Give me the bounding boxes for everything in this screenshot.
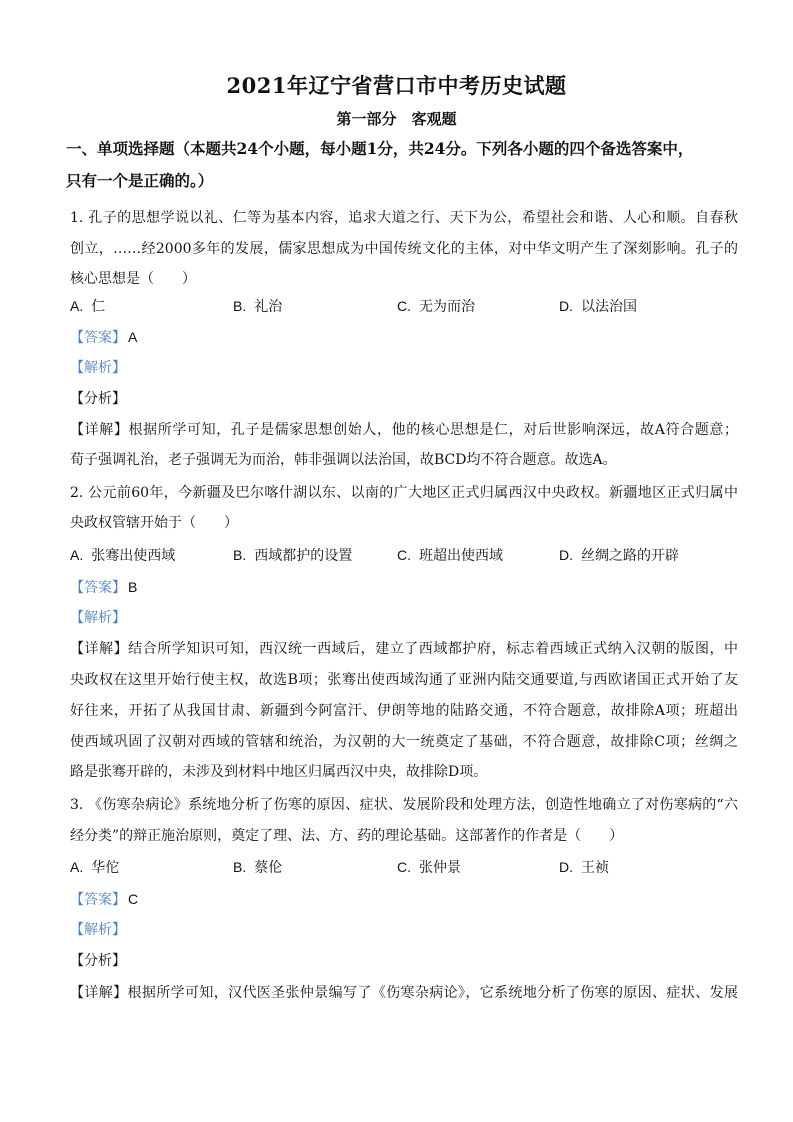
question-2-analysis-label: 【解析】 <box>70 610 126 626</box>
question-2-detail-line-3: 好往来，开拓了从我国甘肃、新疆到今阿富汗、伊朗等地的陆路交通，不符合题意，故排除A项；班超出 <box>70 703 738 719</box>
question-2-option-a: A. 张骞出使西域 <box>70 547 176 564</box>
part-title: 第一部分 客观题 <box>336 110 457 128</box>
detail-label: 【详解】 <box>70 422 129 438</box>
question-2-detail-line-2: 央政权在这里开始行使主权，故选B项；张骞出使西域沟通了亚洲内陆交通要道,与西欧诸国正式开始了友 <box>70 672 738 688</box>
question-2-detail-line-5: 路是张骞开辟的，未涉及到材料中地区归属西汉中央，故排除D项。 <box>70 764 488 780</box>
section-heading-line-1: 一、单项选择题（本题共24个小题，每小题1分，共24分。下列各小题的四个备选答案中， <box>66 139 694 158</box>
question-2-detail-line-1: 【详解】结合所学知识可知，西汉统一西域后，建立了西域都护府，标志着西域正式纳入汉朝的版图，中 <box>70 641 739 657</box>
question-3-stem-line-2: 经分类”的辩正施治原则，奠定了理、法、方、药的理论基础。这部著作的作者是（ ） <box>70 828 624 844</box>
question-3-option-b: B. 蔡伦 <box>233 859 283 876</box>
question-1-option-d: D. 以法治国 <box>559 298 637 315</box>
question-1-option-a: A. 仁 <box>70 298 106 315</box>
question-1-option-b: B. 礼治 <box>233 298 283 315</box>
question-3-fenxi-label: 【分析】 <box>70 953 126 969</box>
detail-label: 【详解】 <box>70 985 128 1001</box>
question-3-option-c: C. 张仲景 <box>397 859 461 876</box>
question-2-option-b: B. 西域都护的设置 <box>233 547 353 564</box>
question-1-stem-line-1: 1. 孔子的思想学说以礼、仁等为基本内容，追求大道之行、天下为公，希望社会和谐、人心和顺。自春秋 <box>70 210 738 226</box>
answer-label: 【答案】 <box>70 330 126 346</box>
answer-value: A <box>128 329 138 345</box>
answer-label: 【答案】 <box>70 580 126 596</box>
question-2-option-c: C. 班超出使西域 <box>397 547 503 564</box>
question-3-option-d: D. 王祯 <box>559 859 609 876</box>
question-1-stem-line-3: 核心思想是（ ） <box>70 271 196 287</box>
section-heading-line-2: 只有一个是正确的。） <box>66 171 214 190</box>
question-1-option-c: C. 无为而治 <box>397 298 475 315</box>
answer-value: C <box>128 891 139 907</box>
question-2-stem-line-2: 央政权管辖开始于（ ） <box>70 515 238 531</box>
question-3-answer <box>70 890 138 909</box>
question-1-detail-line-1: 【详解】根据所学可知，孔子是儒家思想创始人，他的核心思想是仁，对后世影响深远，故A符合题意； <box>70 422 739 438</box>
answer-value: B <box>128 579 138 595</box>
question-2-answer <box>70 578 137 597</box>
question-3-detail-line-1: 【详解】根据所学可知，汉代医圣张仲景编写了《伤寒杂病论》，它系统地分析了伤寒的原因、症状、发展 <box>70 985 739 1001</box>
question-3-stem-line-1: 3. 《伤寒杂病论》系统地分析了伤寒的原因、症状、发展阶段和处理方法，创造性地确立了对伤寒病的“六 <box>70 797 738 813</box>
question-2-stem-line-1: 2. 公元前60年，今新疆及巴尔喀什湖以东、以南的广大地区正式归属西汉中央政权。新疆地区正式归属中 <box>70 485 738 501</box>
question-3-analysis-label: 【解析】 <box>70 922 126 938</box>
question-1-analysis-label: 【解析】 <box>70 360 126 376</box>
question-2-option-d: D. 丝绸之路的开辟 <box>559 547 679 564</box>
question-1-answer <box>70 328 137 347</box>
question-2-detail-line-4: 使西域巩固了汉朝对西域的管辖和统治，为汉朝的大一统奠定了基础，不符合题意，故排除C项；丝绸之 <box>70 734 738 750</box>
question-1-stem-line-2: 创立，……经2000多年的发展，儒家思想成为中国传统文化的主体，对中华文明产生了深刻影响。孔子的 <box>70 241 738 257</box>
answer-label: 【答案】 <box>70 892 126 908</box>
question-3-option-a: A. 华佗 <box>70 859 120 876</box>
document-title: 2021年辽宁省营口市中考历史试题 <box>226 73 567 98</box>
question-1-fenxi-label: 【分析】 <box>70 391 126 407</box>
detail-label: 【详解】 <box>70 641 129 657</box>
question-1-detail-line-2: 荀子强调礼治，老子强调无为而治，韩非强调以法治国，故BCD均不符合题意。故选A。 <box>70 452 617 468</box>
